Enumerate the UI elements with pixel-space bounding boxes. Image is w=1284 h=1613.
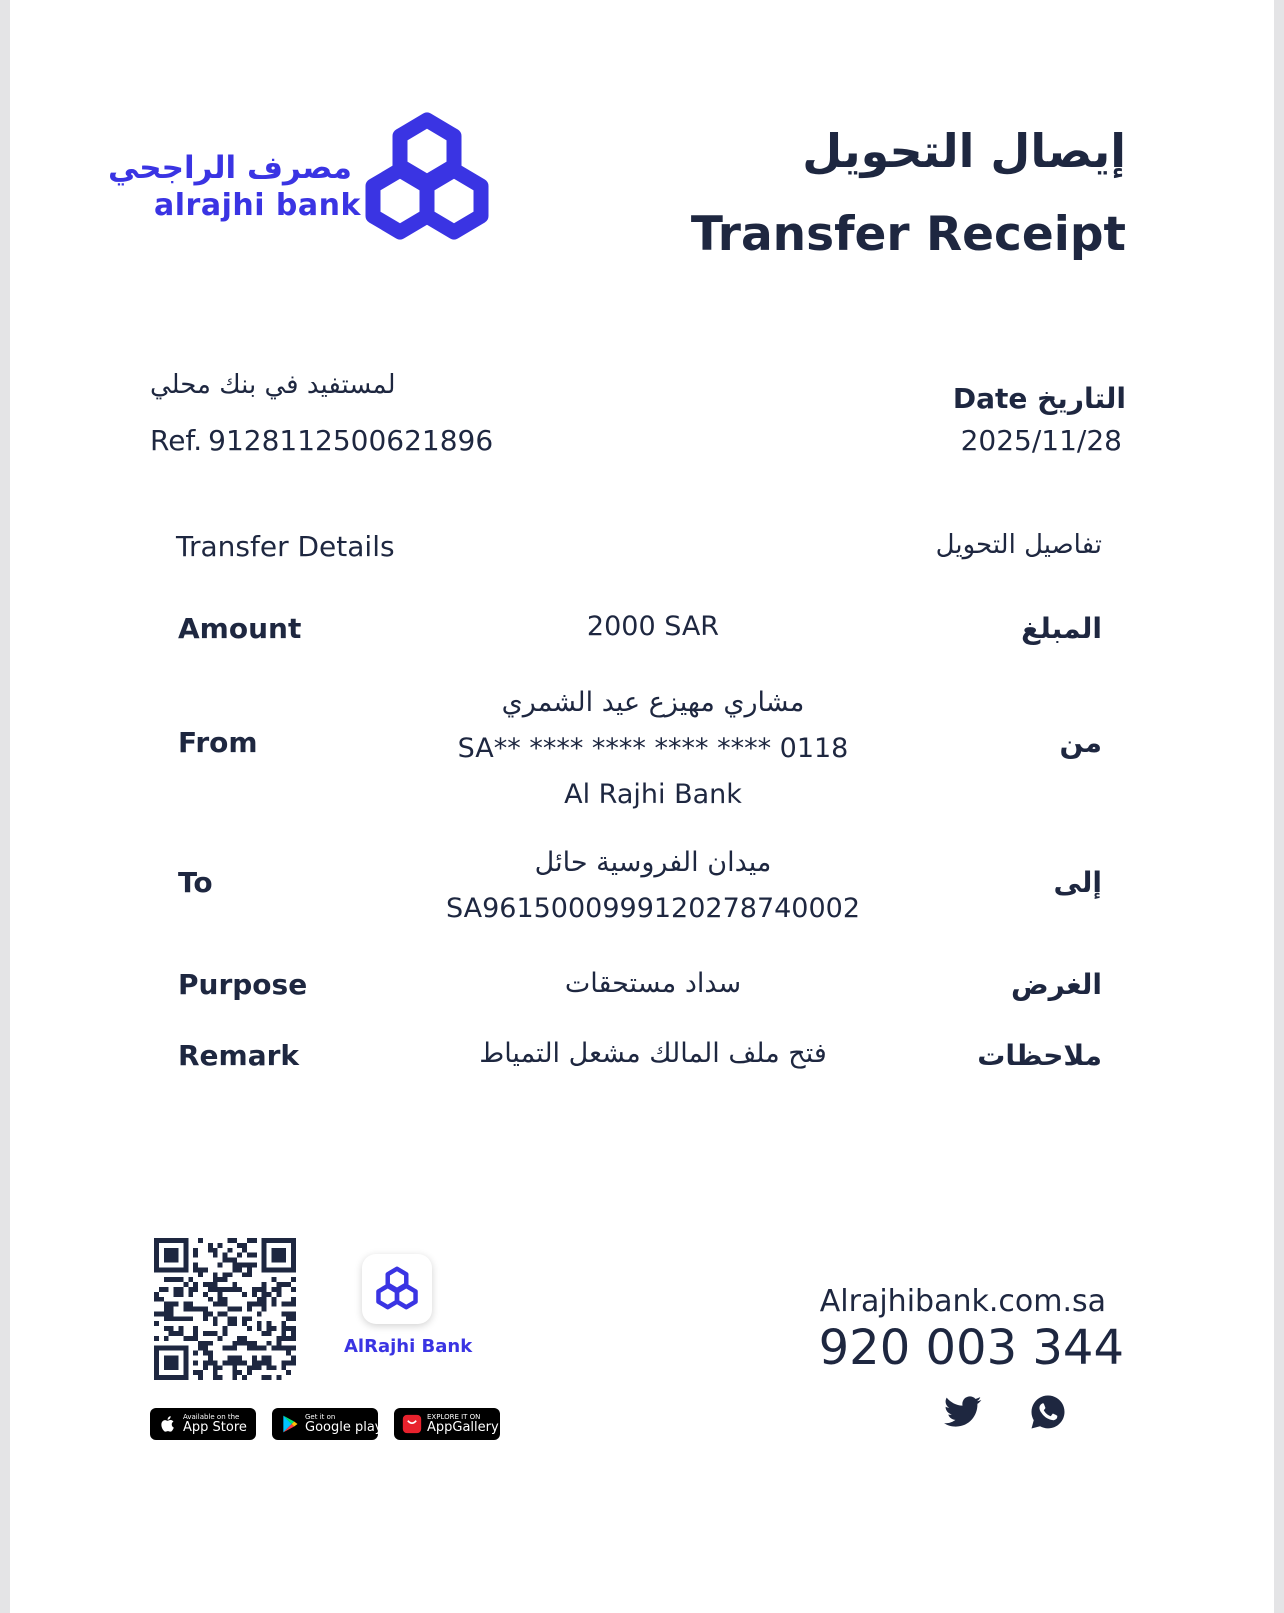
from-account: SA** **** **** **** **** 0118 bbox=[457, 733, 849, 764]
to-account: SA9615000999120278740002 bbox=[445, 893, 861, 924]
to-value bbox=[410, 840, 896, 932]
app-store-small-text: Available on the bbox=[183, 1413, 240, 1421]
from-bank: Al Rajhi Bank bbox=[564, 779, 742, 810]
from-value bbox=[410, 680, 896, 818]
from-label-english: From bbox=[178, 726, 258, 759]
amount-value-text: 2000 SAR bbox=[586, 611, 720, 642]
purpose-label-arabic: الغرض bbox=[1011, 968, 1102, 1001]
google-play-icon bbox=[280, 1414, 300, 1434]
apple-icon bbox=[158, 1414, 178, 1434]
app-icon[interactable] bbox=[362, 1254, 432, 1324]
qr-code-icon[interactable] bbox=[154, 1238, 296, 1380]
purpose-label-english: Purpose bbox=[178, 968, 308, 1001]
from-name: مشاري مهيزع عيد الشمري bbox=[501, 687, 805, 718]
brand-name-arabic: مصرف الراجحي bbox=[107, 150, 352, 186]
app-name: AlRajhi Bank bbox=[344, 1336, 473, 1357]
reference bbox=[150, 424, 493, 457]
date-label: Date التاريخ bbox=[952, 382, 1126, 415]
receipt-page bbox=[10, 0, 1274, 1613]
phone-number[interactable]: 920 003 344 bbox=[818, 1320, 1124, 1376]
receipt-title-arabic: إيصال التحويل bbox=[802, 124, 1126, 178]
section-title-english: Transfer Details bbox=[176, 530, 395, 563]
alrajhi-app-logo-icon bbox=[374, 1266, 420, 1312]
google-play-small-text: Get it on bbox=[305, 1413, 336, 1421]
from-label-arabic: من bbox=[1059, 726, 1102, 759]
to-label-arabic: إلى bbox=[1053, 866, 1102, 899]
reference-label: Ref. bbox=[150, 424, 203, 457]
remark-value-text: فتح ملف المالك مشعل التمياط bbox=[479, 1038, 827, 1069]
alrajhi-logo-icon bbox=[360, 112, 494, 246]
to-label-english: To bbox=[178, 866, 213, 899]
website-link[interactable]: Alrajhibank.com.sa bbox=[819, 1284, 1106, 1319]
remark-value bbox=[410, 1031, 896, 1077]
google-play-badge[interactable] bbox=[272, 1408, 383, 1440]
app-gallery-small-text: EXPLORE IT ON bbox=[427, 1413, 481, 1421]
google-play-big-text: Google play bbox=[305, 1420, 383, 1435]
amount-label-english: Amount bbox=[178, 612, 302, 645]
app-store-badge[interactable] bbox=[150, 1408, 256, 1440]
purpose-value bbox=[410, 961, 896, 1007]
brand-name-english: alrajhi bank bbox=[154, 188, 361, 223]
to-name: ميدان الفروسية حائل bbox=[534, 847, 772, 878]
app-gallery-badge[interactable] bbox=[394, 1408, 500, 1440]
whatsapp-icon[interactable] bbox=[1030, 1394, 1066, 1430]
app-gallery-big-text: AppGallery bbox=[427, 1420, 499, 1435]
section-title-arabic: تفاصيل التحويل bbox=[935, 530, 1102, 560]
twitter-icon[interactable] bbox=[944, 1395, 982, 1429]
amount-label-arabic: المبلغ bbox=[1021, 612, 1102, 645]
remark-label-arabic: ملاحظات bbox=[977, 1039, 1102, 1072]
app-store-big-text: App Store bbox=[183, 1420, 247, 1435]
amount-value bbox=[410, 604, 896, 650]
purpose-value-text: سداد مستحقات bbox=[564, 968, 742, 999]
huawei-appgallery-icon bbox=[402, 1414, 422, 1434]
receipt-title-english: Transfer Receipt bbox=[690, 207, 1126, 262]
reference-number: 9128112500621896 bbox=[208, 424, 494, 457]
remark-label-english: Remark bbox=[178, 1039, 300, 1072]
date-value: 2025/11/28 bbox=[960, 424, 1122, 457]
beneficiary-type: لمستفيد في بنك محلي bbox=[150, 370, 396, 400]
